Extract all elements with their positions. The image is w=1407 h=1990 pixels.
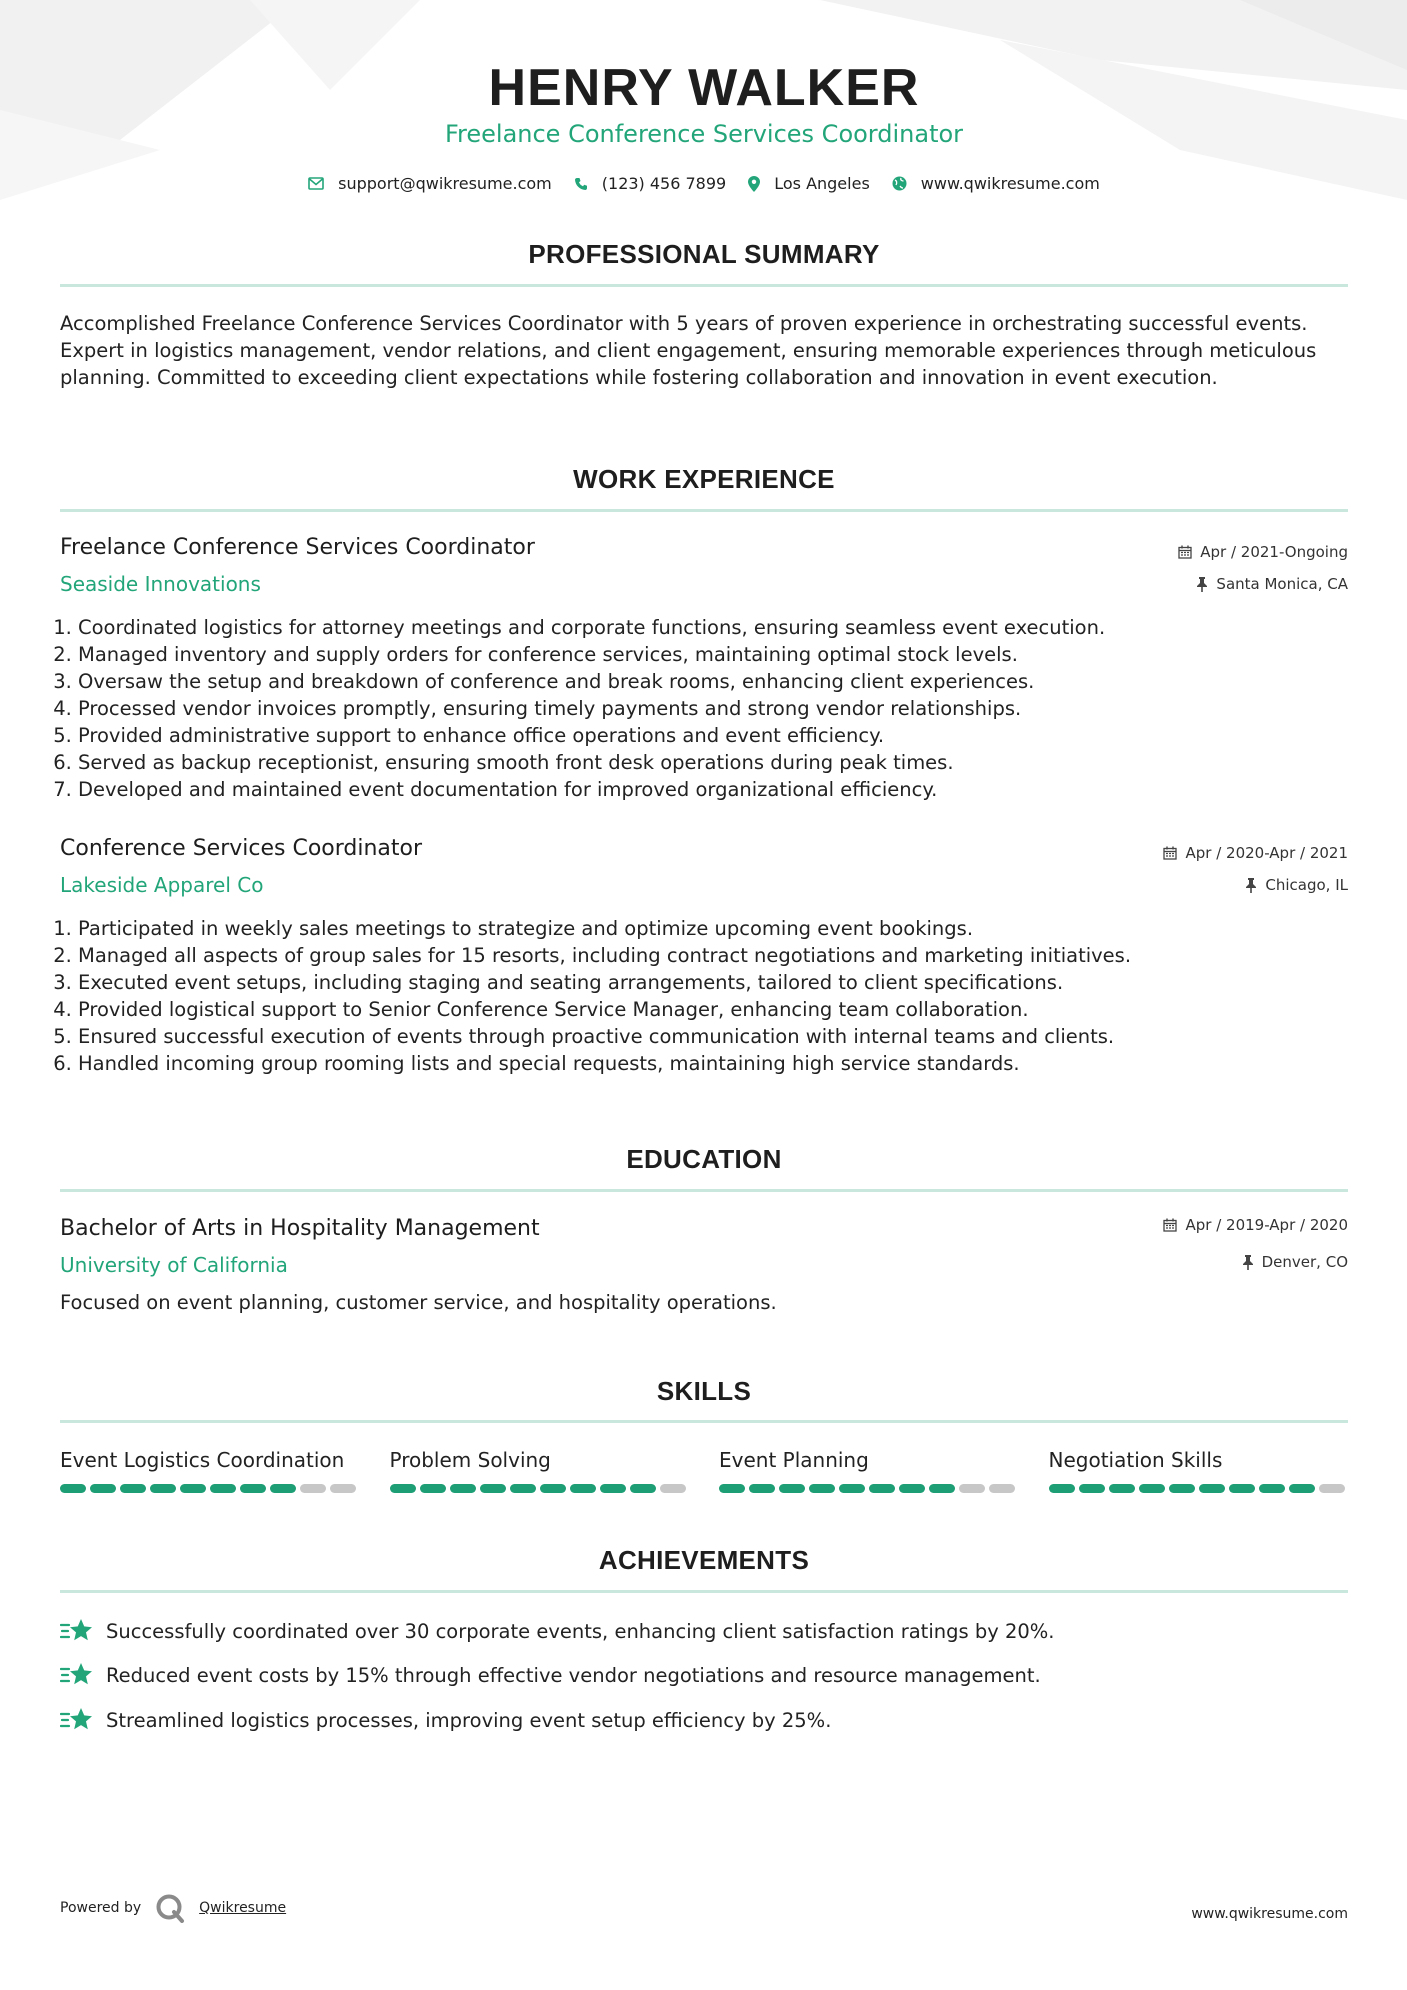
school-name: University of California (60, 1253, 288, 1277)
skill-dot-filled (1289, 1484, 1315, 1493)
pushpin-icon (1245, 878, 1257, 893)
skill-dot-filled (1229, 1484, 1255, 1493)
achievement-text: Successfully coordinated over 30 corporate events, enhancing client satisfaction ratings by 20%. (106, 1619, 1055, 1643)
summary-heading: PROFESSIONAL SUMMARY (528, 239, 880, 269)
candidate-role: Freelance Conference Services Coordinator (444, 120, 964, 148)
skill-dot-filled (180, 1484, 206, 1493)
education-description: Focused on event planning, customer service, and hospitality operations. (60, 1291, 777, 1314)
powered-by-label: Powered by (60, 1900, 142, 1916)
experience-divider (60, 509, 1348, 512)
job-bullet: 6. Served as backup receptionist, ensuring smooth front desk operations during peak times. (78, 749, 1348, 776)
skill-dot-filled (899, 1484, 925, 1493)
contact-bar (60, 174, 1348, 193)
skill-dot-filled (839, 1484, 865, 1493)
job-dates-text: Apr / 2021-Ongoing (1200, 543, 1348, 561)
footer-powered-by (60, 1893, 286, 1923)
achievement-text: Streamlined logistics processes, improving event setup efficiency by 25%. (106, 1708, 832, 1732)
education-divider (60, 1189, 1348, 1192)
skill-dot-filled (1259, 1484, 1285, 1493)
contact-email[interactable] (308, 174, 552, 193)
job-bullet: 4. Processed vendor invoices promptly, ensuring timely payments and strong vendor relationships. (78, 695, 1348, 722)
skill-name: Event Logistics Coordination (60, 1448, 345, 1472)
job-bullet: 5. Ensured successful execution of events through proactive communication with internal teams and clients. (78, 1023, 1348, 1050)
envelope-icon (308, 177, 324, 190)
star-icon (60, 1662, 94, 1688)
education-dates (1163, 1216, 1348, 1234)
star-icon (60, 1618, 94, 1644)
skill-dot-empty (660, 1484, 686, 1493)
skill-item (1049, 1448, 1349, 1493)
achievements-divider (60, 1590, 1348, 1593)
skill-dot-filled (1139, 1484, 1165, 1493)
skill-dot-filled (60, 1484, 86, 1493)
skill-dot-filled (929, 1484, 955, 1493)
globe-icon (892, 176, 907, 191)
skill-dot-filled (630, 1484, 656, 1493)
skill-dot-filled (210, 1484, 236, 1493)
job-bullets (60, 915, 1348, 1077)
skill-name: Problem Solving (389, 1448, 551, 1472)
skill-dot-filled (809, 1484, 835, 1493)
skill-name: Event Planning (719, 1448, 869, 1472)
job-bullet: 2. Managed inventory and supply orders for conference services, maintaining optimal stock levels. (78, 641, 1348, 668)
achievement-item (60, 1618, 1055, 1644)
location-text: Los Angeles (774, 174, 870, 193)
job-company: Seaside Innovations (60, 572, 261, 596)
skill-dot-filled (450, 1484, 476, 1493)
skill-dot-empty (300, 1484, 326, 1493)
skill-dot-filled (1109, 1484, 1135, 1493)
phone-text: (123) 456 7899 (601, 174, 727, 193)
skill-dot-filled (540, 1484, 566, 1493)
qwikresume-link[interactable]: Qwikresume (199, 1900, 287, 1916)
education-dates-text: Apr / 2019-Apr / 2020 (1185, 1216, 1348, 1234)
skill-dot-filled (390, 1484, 416, 1493)
skill-dot-filled (90, 1484, 116, 1493)
skill-name: Negotiation Skills (1048, 1448, 1223, 1472)
job-bullet: 3. Oversaw the setup and breakdown of conference and break rooms, enhancing client experiences. (78, 668, 1348, 695)
skill-dot-filled (480, 1484, 506, 1493)
phone-icon (574, 177, 588, 191)
skill-rating (1049, 1484, 1349, 1493)
summary-text: Accomplished Freelance Conference Services Coordinator with 5 years of proven experience in orchestrating successful events. Expert in logistics management, vendor relations, and client engagement, ensuring memorable experiences through meticulous planning. Committed to exceeding client expectations while fostering collaboration and innovation in event execution. (60, 312, 1317, 389)
qwikresume-logo-icon (155, 1893, 185, 1923)
skill-dot-empty (959, 1484, 985, 1493)
job-location-text: Chicago, IL (1265, 876, 1348, 894)
job-location (1245, 876, 1348, 894)
achievements-heading: ACHIEVEMENTS (598, 1545, 810, 1575)
job-bullet: 6. Handled incoming group rooming lists and special requests, maintaining high service standards. (78, 1050, 1348, 1077)
calendar-icon (1163, 1218, 1177, 1232)
skill-dot-empty (330, 1484, 356, 1493)
skill-dot-filled (510, 1484, 536, 1493)
calendar-icon (1178, 545, 1192, 559)
skill-dot-empty (1319, 1484, 1345, 1493)
skill-dot-filled (779, 1484, 805, 1493)
skills-divider (60, 1420, 1348, 1423)
skill-rating (390, 1484, 690, 1493)
skill-rating (60, 1484, 360, 1493)
skill-dot-filled (749, 1484, 775, 1493)
skill-dot-filled (1079, 1484, 1105, 1493)
skills-list (60, 1448, 1348, 1493)
skill-dot-empty (989, 1484, 1015, 1493)
skill-dot-filled (1199, 1484, 1225, 1493)
skill-dot-filled (570, 1484, 596, 1493)
skill-rating (719, 1484, 1019, 1493)
job-bullet: 2. Managed all aspects of group sales for 15 resorts, including contract negotiations and marketing initiatives. (78, 942, 1348, 969)
job-title: Freelance Conference Services Coordinator (60, 535, 535, 560)
education-location-text: Denver, CO (1261, 1253, 1348, 1271)
job-bullet: 7. Developed and maintained event documentation for improved organizational efficiency. (78, 776, 1348, 803)
skill-dot-filled (150, 1484, 176, 1493)
skill-dot-filled (420, 1484, 446, 1493)
email-text: support@qwikresume.com (338, 174, 552, 193)
achievement-item (60, 1707, 831, 1733)
achievement-item (60, 1662, 1041, 1688)
candidate-name: HENRY WALKER (488, 59, 920, 117)
experience-heading: WORK EXPERIENCE (573, 464, 835, 494)
skill-dot-filled (1049, 1484, 1075, 1493)
pushpin-icon (1242, 1255, 1254, 1270)
skill-item (60, 1448, 360, 1493)
contact-location (748, 174, 870, 193)
skill-dot-filled (270, 1484, 296, 1493)
skill-dot-filled (719, 1484, 745, 1493)
skill-dot-filled (1169, 1484, 1195, 1493)
contact-phone[interactable] (574, 174, 726, 193)
job-dates (1178, 543, 1348, 561)
job-bullet: 1. Coordinated logistics for attorney meetings and corporate functions, ensuring seamless event execution. (78, 614, 1348, 641)
calendar-icon (1163, 846, 1177, 860)
job-bullet: 1. Participated in weekly sales meetings to strategize and optimize upcoming event bookings. (78, 915, 1348, 942)
education-heading: EDUCATION (626, 1144, 782, 1174)
job-bullets (60, 614, 1348, 803)
job-bullet: 4. Provided logistical support to Senior Conference Service Manager, enhancing team collaboration. (78, 996, 1348, 1023)
achievement-text: Reduced event costs by 15% through effective vendor negotiations and resource management. (106, 1663, 1041, 1687)
contact-website[interactable] (892, 174, 1100, 193)
pushpin-icon (1196, 577, 1208, 592)
footer-website[interactable]: www.qwikresume.com (1191, 1906, 1348, 1922)
skill-dot-filled (869, 1484, 895, 1493)
job-company: Lakeside Apparel Co (60, 873, 264, 897)
job-dates (1163, 844, 1348, 862)
job-bullet: 3. Executed event setups, including staging and seating arrangements, tailored to client specifications. (78, 969, 1348, 996)
skill-dot-filled (120, 1484, 146, 1493)
website-text: www.qwikresume.com (920, 174, 1100, 193)
job-bullet: 5. Provided administrative support to enhance office operations and event efficiency. (78, 722, 1348, 749)
degree-title: Bachelor of Arts in Hospitality Management (60, 1216, 540, 1241)
education-location (1242, 1253, 1348, 1271)
skills-heading: SKILLS (656, 1376, 752, 1406)
map-pin-icon (748, 176, 760, 192)
star-icon (60, 1707, 94, 1733)
job-location (1196, 575, 1348, 593)
skill-dot-filled (240, 1484, 266, 1493)
job-dates-text: Apr / 2020-Apr / 2021 (1185, 844, 1348, 862)
skill-dot-filled (600, 1484, 626, 1493)
skill-item (719, 1448, 1019, 1493)
summary-divider (60, 284, 1348, 287)
job-title: Conference Services Coordinator (60, 836, 423, 861)
skill-item (390, 1448, 690, 1493)
job-location-text: Santa Monica, CA (1216, 575, 1348, 593)
